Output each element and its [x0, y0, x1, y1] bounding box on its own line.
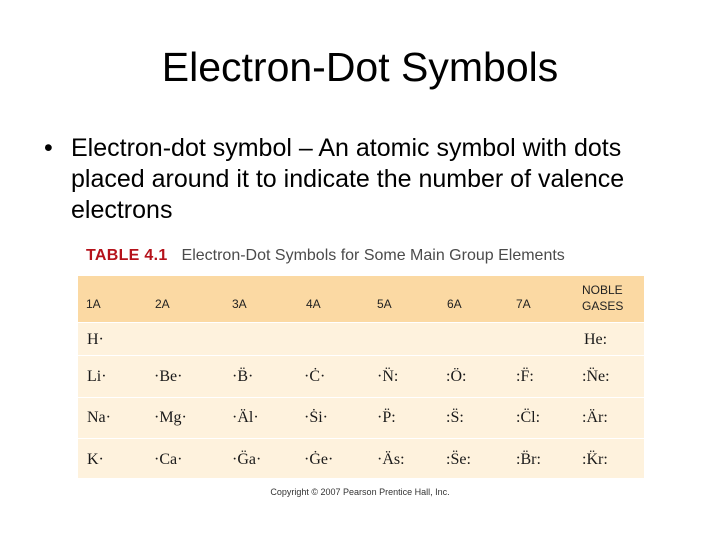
bullet-text: Electron-dot symbol – An atomic symbol with dots placed around it to indicate the number of valence electrons — [71, 134, 625, 224]
row-separator — [78, 397, 644, 398]
cell-k: K· — [87, 451, 104, 468]
header-6a: 6A — [447, 297, 462, 311]
slide-title: Electron-Dot Symbols — [161, 44, 559, 90]
cell-s: :S̈: — [446, 409, 464, 426]
cell-n: ·N̈: — [377, 368, 399, 385]
cell-mg: ·Mg· — [154, 409, 187, 426]
table-number: TABLE 4.1 — [86, 247, 168, 264]
header-7a: 7A — [516, 297, 531, 311]
bullet-marker: • — [44, 134, 53, 162]
cell-al: ·Äl· — [232, 409, 259, 426]
electron-dot-table — [78, 276, 644, 478]
cell-ca: ·Ca· — [154, 451, 183, 468]
row-separator — [78, 438, 644, 439]
header-1a: 1A — [86, 297, 101, 311]
table-title: Electron-Dot Symbols for Some Main Group Elements — [181, 247, 565, 264]
header-5a: 5A — [377, 297, 392, 311]
cell-cl: :C̈l: — [516, 409, 541, 426]
cell-h: H· — [87, 331, 104, 348]
row-separator — [78, 322, 644, 323]
table-caption — [86, 244, 646, 268]
cell-ge: ·Ġe· — [304, 451, 334, 468]
cell-be: ·Be· — [154, 368, 183, 385]
cell-f: :F̈: — [516, 368, 534, 385]
cell-o: :Ö: — [446, 368, 467, 385]
cell-na: Na· — [87, 409, 111, 426]
cell-c: ·Ċ· — [304, 368, 326, 385]
copyright-notice: Copyright © 2007 Pearson Prentice Hall, Inc. — [270, 487, 450, 497]
cell-kr: :K̈r: — [582, 451, 608, 468]
cell-he: He: — [584, 331, 608, 348]
cell-ne: :N̈e: — [582, 368, 610, 385]
header-3a: 3A — [232, 297, 247, 311]
cell-as: ·Äs: — [377, 451, 405, 468]
table-header — [78, 276, 644, 322]
cell-ar: :Är: — [582, 409, 608, 426]
row-separator — [78, 355, 644, 356]
cell-p: ·P̈: — [377, 409, 396, 426]
bullet-point — [44, 133, 684, 226]
cell-li: Li· — [87, 368, 107, 385]
cell-se: :S̈e: — [446, 451, 471, 468]
header-2a: 2A — [155, 297, 170, 311]
cell-si: ·Ṡi· — [304, 409, 328, 426]
header-4a: 4A — [306, 297, 321, 311]
header-noble-gases: NOBLE GASES — [582, 283, 624, 313]
cell-ga: ·G̈a· — [232, 451, 262, 468]
cell-br: :B̈r: — [516, 451, 541, 468]
cell-b: ·B̈· — [232, 368, 254, 385]
